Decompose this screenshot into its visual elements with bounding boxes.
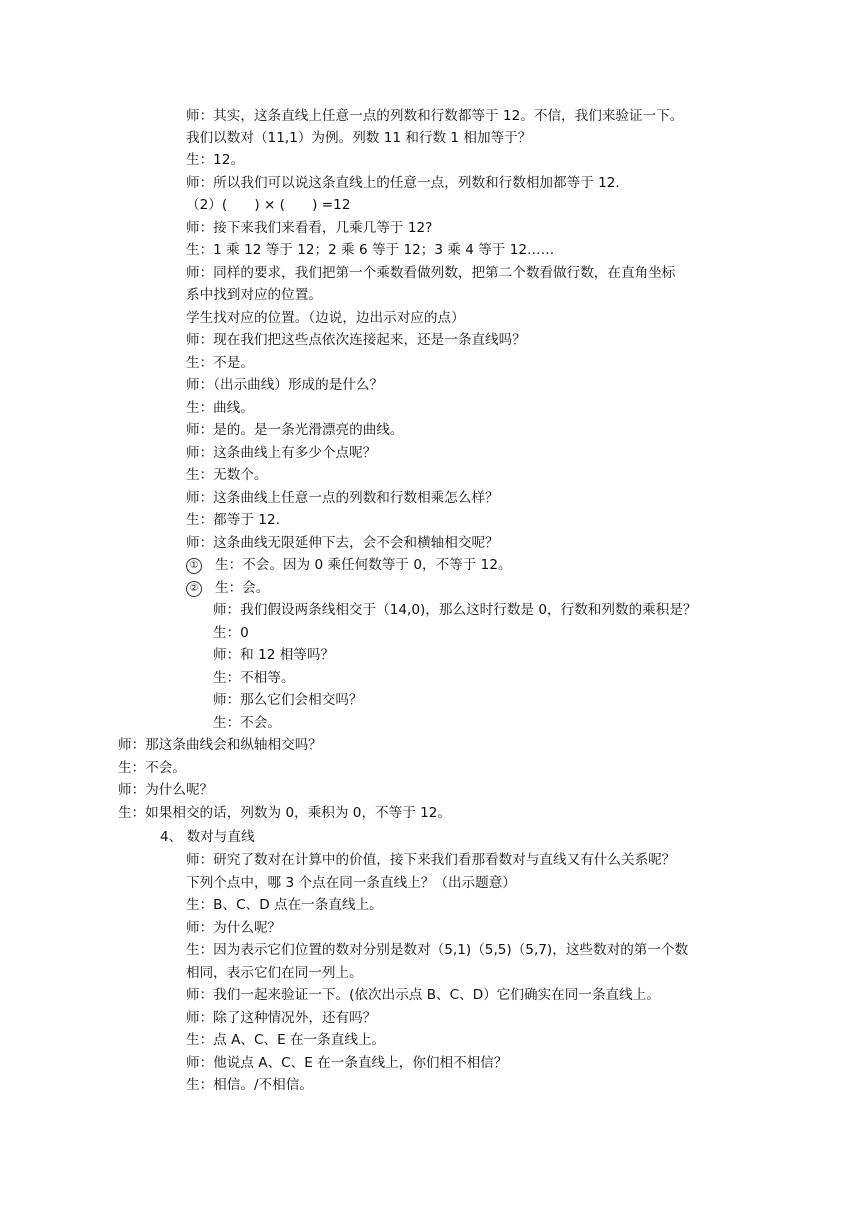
text-line: 生：不会。	[118, 760, 186, 776]
text-line: 师：研究了数对在计算中的价值，接下来我们看那看数对与直线又有什么关系呢？	[186, 852, 676, 868]
text-line: 系中找到对应的位置。	[186, 287, 322, 303]
text-line: 师：现在我们把这些点依次连接起来，还是一条直线吗？	[186, 332, 526, 348]
circled-number-2: ②	[186, 581, 202, 597]
text-line: 师：（出示曲线）形成的是什么？	[186, 377, 384, 393]
text-line: 下列个点中，哪 3 个点在同一条直线上？（出示题意）	[186, 875, 516, 891]
text-line: 师：其实，这条直线上任意一点的列数和行数都等于 12。不信，我们来验证一下。	[186, 108, 684, 124]
text-line: 生：0	[213, 625, 249, 641]
text-line: 相同，表示它们在同一列上。	[186, 965, 363, 981]
text-line: 生：曲线。	[186, 400, 254, 416]
text-line: 生：点 A、C、E 在一条直线上。	[186, 1032, 386, 1048]
text-line: 生：B、C、D 点在一条直线上。	[186, 897, 383, 913]
text-line: 师：除了这种情况外，还有吗？	[186, 1010, 377, 1026]
text-line: 师：所以我们可以说这条直线上的任意一点，列数和行数相加都等于 12.	[186, 175, 620, 191]
text-line: 师：接下来我们来看看，几乘几等于 12?	[186, 220, 433, 236]
numbered-line-1	[186, 554, 512, 576]
text-line: 师：为什么呢？	[186, 920, 282, 936]
text-line: 我们以数对（11,1）为例。列数 11 和行数 1 相加等于？	[186, 130, 532, 146]
text-line: 师：这条曲线上有多少个点呢？	[186, 445, 377, 461]
text-line: 生：12。	[186, 152, 245, 168]
text-line: 生：不会。因为 0 乘任何数等于 0，不等于 12。	[215, 557, 512, 573]
text-line: 师：我们假设两条线相交于（14,0)，那么这时行数是 0，行数和列数的乘积是？	[213, 602, 697, 618]
circled-number-1: ①	[186, 558, 202, 574]
text-line: 师：他说点 A、C、E 在一条直线上，你们相不相信？	[186, 1055, 508, 1071]
text-line: 生：不会。	[213, 715, 281, 731]
text-line: 师：和 12 相等吗？	[213, 647, 335, 663]
text-line: 生：相信。/不相信。	[186, 1077, 313, 1093]
text-line: 师：是的。是一条光滑漂亮的曲线。	[186, 422, 404, 438]
text-line: 师：我们一起来验证一下。(依次出示点 B、C、D）它们确实在同一条直线上。	[186, 987, 660, 1003]
text-line: 生：1 乘 12 等于 12；2 乘 6 等于 12；3 乘 4 等于 12……	[186, 242, 555, 258]
text-line: 生：无数个。	[186, 467, 268, 483]
text-line: 师：那这条曲线会和纵轴相交吗？	[118, 737, 322, 753]
section-heading: 4、 数对与直线	[160, 829, 255, 845]
text-line: 生：都等于 12.	[186, 512, 280, 528]
text-line: 生：因为表示它们位置的数对分别是数对（5,1)（5,5)（5,7)，这些数对的第一个数	[186, 942, 689, 958]
text-line: 师：为什么呢？	[118, 782, 214, 798]
text-line: 师：这条曲线无限延伸下去，会不会和横轴相交呢？	[186, 535, 499, 551]
text-line: 学生找对应的位置。（边说，边出示对应的点）	[186, 310, 465, 326]
text-line: （2）( ) × ( ) =12	[186, 197, 351, 213]
text-line: 生：不是。	[186, 355, 254, 371]
text-line: 生：不相等。	[213, 670, 295, 686]
text-line: 师：同样的要求，我们把第一个乘数看做列数，把第二个数看做行数，在直角坐标	[186, 265, 676, 281]
text-line: 生：如果相交的话，列数为 0，乘积为 0，不等于 12。	[118, 805, 452, 821]
numbered-line-2	[186, 577, 269, 599]
text-line: 生：会。	[215, 580, 270, 596]
text-line: 师：这条曲线上任意一点的列数和行数相乘怎么样？	[186, 490, 499, 506]
text-line: 师：那么它们会相交吗？	[213, 692, 363, 708]
